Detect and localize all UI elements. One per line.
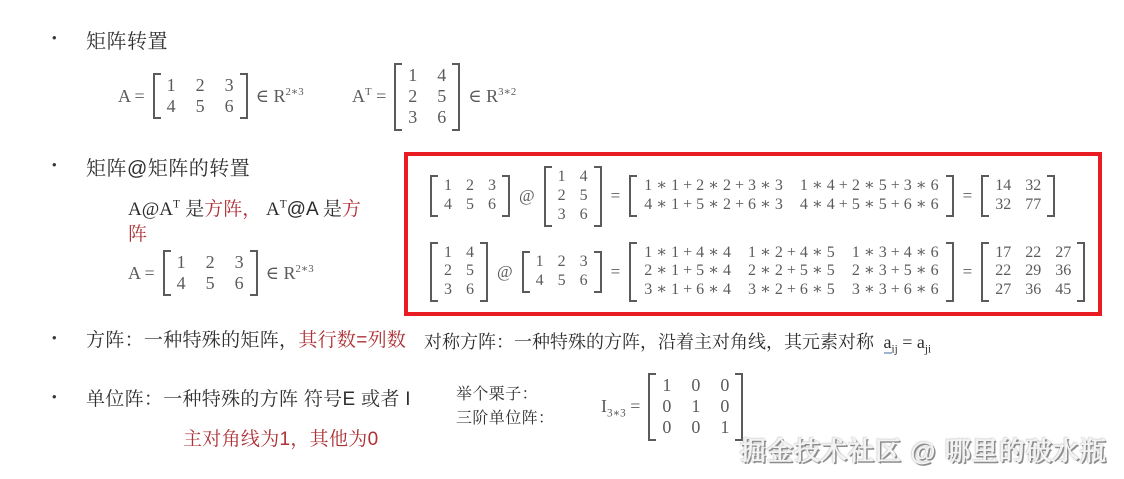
token-a2: A bbox=[261, 199, 280, 220]
matrix-cell: 36 bbox=[1025, 281, 1042, 299]
symbol-a: A bbox=[352, 86, 365, 107]
square-matrix-text bbox=[86, 325, 406, 352]
matmul-operator: @ bbox=[497, 261, 513, 281]
bullet-icon: • bbox=[52, 389, 57, 404]
bullet-icon: • bbox=[52, 157, 57, 172]
section-matmul-transpose-header bbox=[52, 152, 250, 181]
section-title-matmul-transpose: 矩阵@矩阵的转置 bbox=[86, 158, 251, 180]
matrix-bracket-left bbox=[394, 63, 402, 131]
matrix-bracket-left bbox=[430, 175, 438, 217]
matrix-body bbox=[552, 166, 594, 227]
matrix-bracket-right bbox=[240, 73, 248, 119]
section-square-matrix bbox=[52, 325, 406, 352]
matrix-cell: 3 ∗ 1 + 6 ∗ 4 bbox=[644, 281, 732, 299]
aij-equals-aji bbox=[879, 332, 932, 356]
matrix-cell: 5 bbox=[205, 273, 215, 294]
matrix-cell: 6 bbox=[234, 273, 244, 294]
matrix-cell: 29 bbox=[1025, 262, 1042, 280]
worked-example-row2 bbox=[430, 242, 1088, 303]
matrix-cell: 2 ∗ 3 + 5 ∗ 6 bbox=[851, 262, 939, 280]
matrix-cell: 1 ∗ 4 + 2 ∗ 5 + 3 ∗ 6 bbox=[799, 177, 939, 195]
transpose-superscript: T bbox=[172, 198, 180, 211]
element-of-r: ∈ R bbox=[265, 263, 296, 284]
matrix-cell: 27 bbox=[995, 281, 1012, 299]
element-of-r: ∈ R bbox=[255, 85, 286, 106]
matrix-body bbox=[438, 175, 502, 217]
matrix-cell: 6 bbox=[579, 271, 588, 289]
matrix-cell: 2 bbox=[444, 262, 452, 280]
formula-identity-3x3 bbox=[601, 373, 743, 441]
matrix-cell: 1 ∗ 1 + 2 ∗ 2 + 3 ∗ 3 bbox=[644, 177, 783, 195]
matrix-cell: 6 bbox=[488, 196, 496, 214]
token-fang-red: 方 bbox=[341, 199, 361, 220]
matrix-bracket-left bbox=[981, 242, 989, 303]
matrix-cell: 17 bbox=[995, 243, 1012, 261]
matrix-cell: 4 ∗ 4 + 5 ∗ 5 + 6 ∗ 6 bbox=[799, 196, 939, 214]
matrix-cell: 4 ∗ 1 + 5 ∗ 2 + 6 ∗ 3 bbox=[644, 196, 783, 214]
identity-matrix-text bbox=[86, 384, 411, 411]
symbol-i: I bbox=[601, 396, 607, 417]
matrix-cell: 0 bbox=[720, 396, 730, 417]
matrix-body bbox=[989, 242, 1077, 303]
matrix-cell: 6 bbox=[579, 205, 588, 223]
square-matrix-red-note: 其行数=列数 bbox=[298, 330, 407, 351]
matrix-cell: 6 bbox=[224, 96, 234, 117]
matrix-cell: 2 bbox=[195, 75, 205, 95]
matrix-cell: 0 bbox=[691, 417, 701, 438]
identity-matrix-red-note: 主对角线为1，其他为0 bbox=[183, 429, 379, 450]
equals-sign: = bbox=[376, 86, 387, 107]
matrix-cell: 1 bbox=[176, 251, 186, 272]
matrix-cell: 3 bbox=[557, 205, 566, 223]
matrix-cell: 6 bbox=[437, 107, 447, 128]
matrix-cell: 5 bbox=[579, 186, 588, 204]
matrix-body bbox=[530, 251, 594, 293]
matrix-cell: 5 bbox=[466, 262, 474, 280]
matrix-bracket-right bbox=[502, 175, 510, 217]
matrix-bracket-right bbox=[594, 166, 602, 227]
matrix-bracket-left bbox=[544, 166, 552, 227]
matrix-cell: 2 ∗ 2 + 5 ∗ 5 bbox=[748, 262, 835, 280]
equals-sign: = bbox=[610, 186, 621, 206]
formula-at-lhs bbox=[352, 86, 386, 107]
section-title-matrix-transpose: 矩阵转置 bbox=[86, 31, 168, 53]
formula-a-lhs: A = bbox=[128, 263, 155, 284]
matrix-body bbox=[402, 63, 452, 131]
matrix-a-transpose bbox=[544, 166, 602, 227]
token-a-at-a: A@A bbox=[128, 199, 173, 220]
token-shi: 是 bbox=[179, 199, 205, 220]
matrix-cell: 1 bbox=[662, 375, 672, 395]
matrix-body bbox=[637, 242, 945, 303]
formula-a-set bbox=[266, 261, 314, 285]
matrix-bracket-left bbox=[163, 250, 171, 296]
subscript-ij: ij bbox=[891, 343, 898, 356]
matrix-bracket-left bbox=[629, 242, 637, 303]
matrix-cell: 1 ∗ 1 + 4 ∗ 4 bbox=[644, 243, 732, 261]
formula-matrix-a-repeat bbox=[128, 250, 448, 296]
matrix-body bbox=[161, 73, 240, 119]
matrix-expansion bbox=[629, 242, 953, 303]
matrix-cell: 5 bbox=[466, 196, 474, 214]
matrix-cell: 4 bbox=[166, 96, 176, 117]
statement-line2: 阵 bbox=[128, 224, 148, 246]
matrix-cell: 45 bbox=[1055, 281, 1072, 299]
subscript-ji: ji bbox=[924, 343, 932, 356]
matrix-cell: 22 bbox=[1025, 243, 1042, 261]
matrix-cell: 0 bbox=[691, 375, 701, 395]
matrix-a bbox=[430, 175, 510, 217]
equals-sign: = bbox=[630, 396, 641, 417]
symbol-a-ij-base: a bbox=[883, 332, 892, 352]
matrix-identity bbox=[648, 373, 743, 441]
matrix-cell: 3 bbox=[444, 281, 452, 299]
matrix-cell: 3 bbox=[488, 177, 496, 195]
matrix-cell: 77 bbox=[1025, 196, 1042, 214]
example-line1: 举个栗子： bbox=[456, 386, 539, 403]
matrix-cell: 32 bbox=[1025, 177, 1042, 195]
matrix-body bbox=[438, 242, 480, 303]
matrix-cell: 4 bbox=[176, 273, 186, 294]
matrix-cell: 3 ∗ 3 + 6 ∗ 6 bbox=[851, 281, 939, 299]
matrix-cell: 5 bbox=[195, 96, 205, 117]
identity-matrix-label: 单位阵： bbox=[86, 389, 164, 410]
element-of-r: ∈ R bbox=[468, 86, 499, 107]
matrix-bracket-right bbox=[594, 251, 602, 293]
dimension-superscript: 2∗3 bbox=[295, 263, 314, 276]
matrix-bracket-left bbox=[629, 175, 637, 217]
highlight-box bbox=[404, 152, 1102, 316]
matrix-bracket-right bbox=[1047, 175, 1055, 217]
token-at-a-shi: @A 是 bbox=[286, 199, 342, 220]
square-matrix-label: 方阵： bbox=[86, 330, 144, 351]
example-label bbox=[456, 383, 554, 431]
matrix-cell: 6 bbox=[466, 281, 474, 299]
matrix-cell: 1 ∗ 3 + 4 ∗ 6 bbox=[851, 243, 939, 261]
matrix-bracket-right bbox=[946, 175, 954, 217]
matrix-cell: 0 bbox=[720, 375, 730, 395]
matrix-bracket-left bbox=[522, 251, 530, 293]
matrix-cell: 2 ∗ 1 + 5 ∗ 4 bbox=[644, 262, 732, 280]
matrix-body bbox=[171, 250, 250, 296]
formula-a-set bbox=[256, 86, 304, 107]
matrix-cell: 36 bbox=[1055, 262, 1072, 280]
matrix-cell: 0 bbox=[662, 396, 672, 417]
matrix-body bbox=[656, 373, 735, 441]
equals-sign: = bbox=[962, 186, 973, 206]
matrix-result bbox=[981, 242, 1085, 303]
section-identity-matrix bbox=[52, 384, 411, 411]
matrix-cell: 2 bbox=[557, 252, 566, 270]
matrix-cell: 3 bbox=[224, 75, 234, 95]
bullet-icon: • bbox=[52, 30, 57, 45]
matrix-cell: 4 bbox=[579, 167, 588, 185]
matrix-bracket-right bbox=[452, 63, 460, 131]
transpose-superscript: T bbox=[279, 198, 287, 211]
matrix-bracket-left bbox=[430, 242, 438, 303]
example-line2: 三阶单位阵： bbox=[456, 410, 555, 427]
matrix-cell: 2 bbox=[466, 177, 474, 195]
matrix-cell: 1 bbox=[691, 396, 701, 417]
dimension-superscript: 2∗3 bbox=[285, 85, 304, 98]
matrix-body bbox=[637, 175, 945, 217]
equals-sign: = bbox=[610, 261, 621, 281]
matrix-cell: 2 bbox=[557, 186, 566, 204]
matrix-a bbox=[163, 250, 258, 296]
formula-matrix-a bbox=[118, 73, 304, 119]
matrix-cell: 1 bbox=[535, 252, 544, 270]
square-matrix-desc: 一种特殊的矩阵， bbox=[143, 330, 299, 351]
matrix-cell: 1 bbox=[408, 65, 418, 85]
symbol-a-ji-base: a bbox=[916, 332, 925, 352]
watermark: 掘金技术社区 @ 哪里的破水瓶 bbox=[740, 436, 1107, 466]
symmetric-matrix-text bbox=[424, 328, 931, 354]
matrix-cell: 1 bbox=[557, 167, 566, 185]
matrix-cell: 2 bbox=[205, 251, 215, 272]
matrix-bracket-right bbox=[250, 250, 258, 296]
worked-example-row1 bbox=[430, 166, 1088, 227]
matrix-cell: 14 bbox=[995, 177, 1012, 195]
matrix-a bbox=[522, 251, 602, 293]
equals-sign: = bbox=[962, 261, 973, 281]
statement-line1 bbox=[128, 197, 448, 222]
matrix-cell: 1 bbox=[444, 243, 452, 261]
identity-matrix-desc: 一种特殊的方阵 符号E 或者 I bbox=[163, 389, 411, 410]
transpose-superscript: T bbox=[365, 86, 372, 99]
token-fangzhen-red: 方阵， bbox=[204, 199, 262, 220]
matrix-a bbox=[153, 73, 248, 119]
matrix-cell: 0 bbox=[662, 417, 672, 438]
matrix-bracket-left bbox=[981, 175, 989, 217]
formula-at-set bbox=[468, 86, 516, 107]
matrix-cell: 3 bbox=[234, 251, 244, 272]
matrix-cell: 3 bbox=[579, 252, 588, 270]
matrix-result bbox=[981, 175, 1055, 217]
matrix-cell: 5 bbox=[557, 271, 566, 289]
identity-lhs bbox=[601, 396, 641, 420]
matrix-bracket-right bbox=[946, 242, 954, 303]
matrix-cell: 4 bbox=[535, 271, 544, 289]
matrix-body bbox=[989, 175, 1047, 217]
matrix-cell: 22 bbox=[995, 262, 1012, 280]
matrix-cell: 3 ∗ 2 + 6 ∗ 5 bbox=[748, 281, 835, 299]
matrix-cell: 1 bbox=[444, 177, 452, 195]
matrix-a-transpose bbox=[430, 242, 488, 303]
matrix-cell: 1 bbox=[720, 417, 730, 438]
matrix-cell: 4 bbox=[444, 196, 452, 214]
matrix-cell: 32 bbox=[995, 196, 1012, 214]
matrix-bracket-right bbox=[480, 242, 488, 303]
matrix-cell: 4 bbox=[437, 65, 447, 85]
matrix-bracket-right bbox=[1077, 242, 1085, 303]
formula-matrix-a-transpose bbox=[352, 63, 516, 131]
formula-a-lhs: A = bbox=[118, 85, 145, 106]
matrix-a-transpose bbox=[394, 63, 460, 131]
section-matrix-transpose-header bbox=[52, 25, 168, 54]
dimension-superscript: 3∗2 bbox=[498, 86, 517, 99]
matrix-cell: 1 bbox=[166, 75, 176, 95]
matrix-cell: 1 ∗ 2 + 4 ∗ 5 bbox=[748, 243, 835, 261]
matrix-bracket-left bbox=[648, 373, 656, 441]
matrix-cell: 2 bbox=[408, 86, 418, 107]
equals-sign: = bbox=[902, 332, 913, 352]
matrix-expansion bbox=[629, 175, 953, 217]
statement-square-matrix bbox=[128, 197, 448, 296]
bullet-icon: • bbox=[52, 330, 57, 345]
matrix-bracket-left bbox=[153, 73, 161, 119]
matmul-operator: @ bbox=[519, 186, 535, 206]
matrix-cell: 3 bbox=[408, 107, 418, 128]
subscript-3x3: 3∗3 bbox=[607, 407, 626, 420]
matrix-cell: 27 bbox=[1055, 243, 1072, 261]
symmetric-matrix-desc: 对称方阵：一种特殊的方阵，沿着主对角线，其元素对称 bbox=[424, 332, 874, 352]
matrix-cell: 4 bbox=[466, 243, 474, 261]
matrix-cell: 5 bbox=[437, 86, 447, 107]
